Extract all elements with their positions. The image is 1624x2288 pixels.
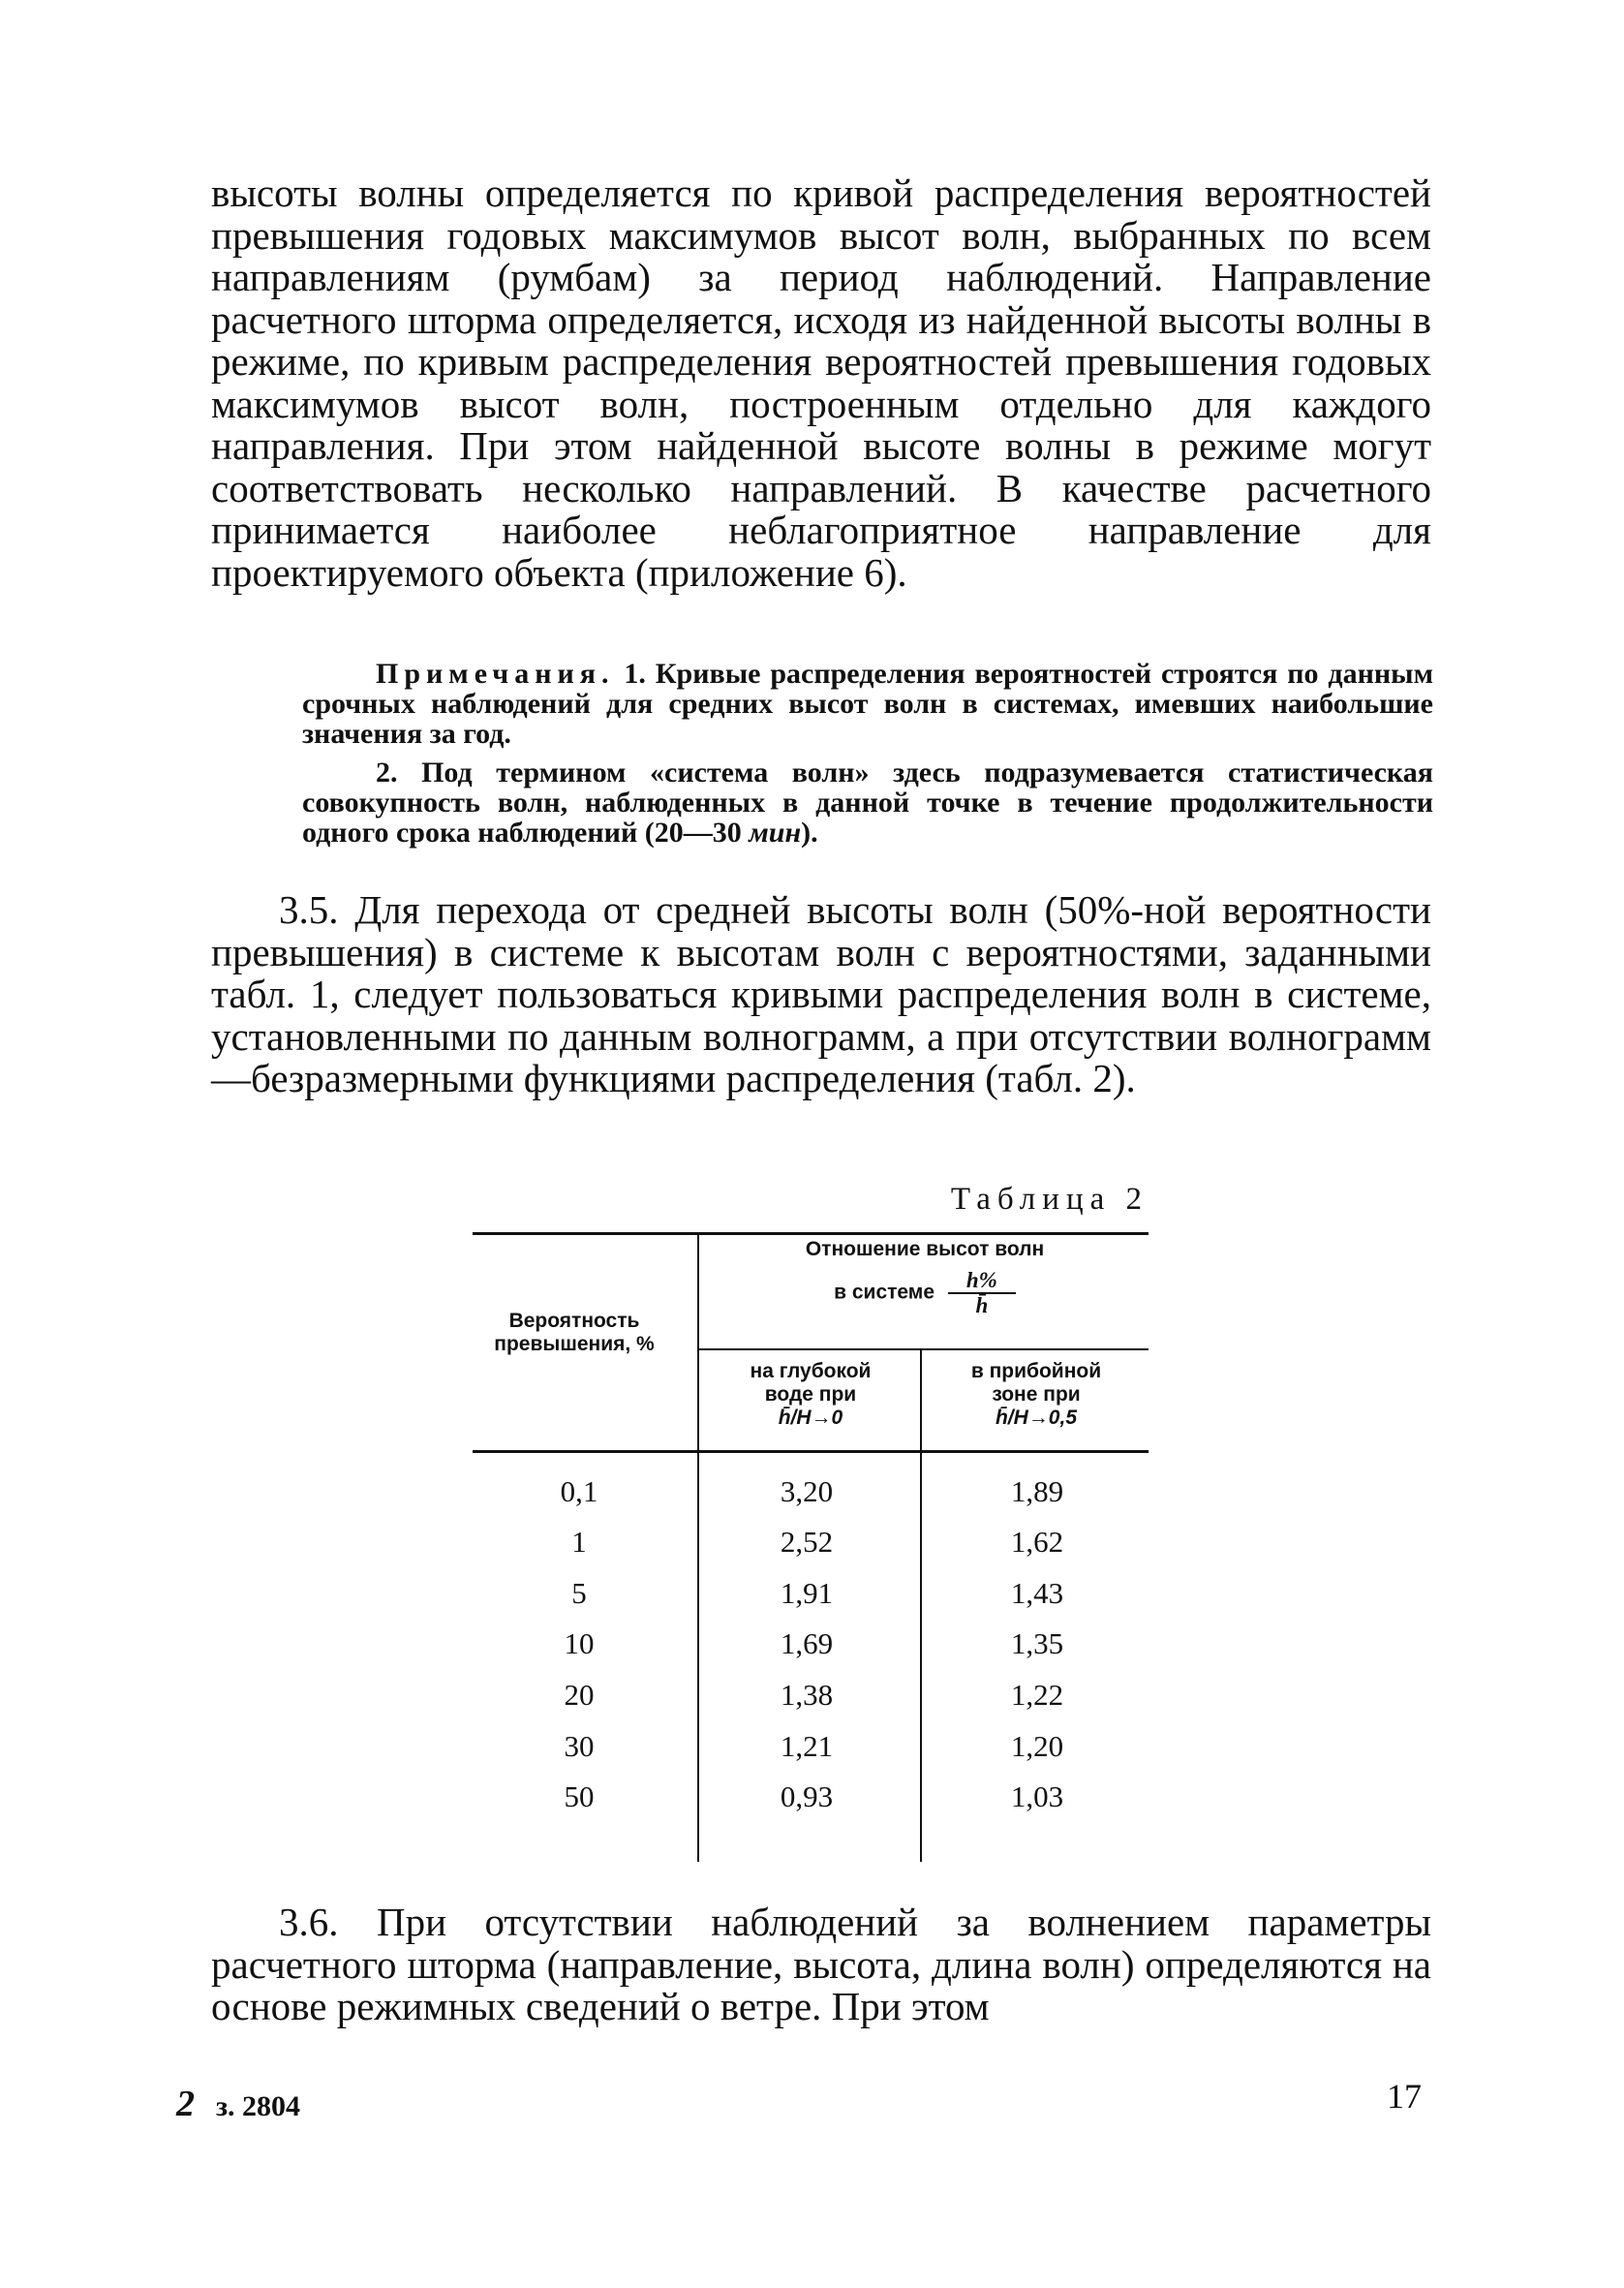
header-ratio-system-label: в системе (834, 1281, 935, 1304)
cell-surf: 1,89 (1010, 1474, 1064, 1508)
header-deep-line2: воде при (764, 1383, 857, 1406)
table-vrule-1 (697, 1232, 699, 1862)
cell-probability: 30 (564, 1729, 595, 1763)
cell-probability: 10 (564, 1626, 595, 1660)
paragraph-3: 3.6. При отсутствии наблюдений за волнением параметры расчетного шторма (направление, высота, длина волн) определяются на основе режимных сведений о ветре. При этом (211, 1900, 1431, 2028)
cell-deep: 3,20 (780, 1474, 834, 1508)
table-top-rule (473, 1232, 1149, 1235)
cell-deep: 1,38 (780, 1678, 834, 1712)
cell-probability: 0,1 (560, 1474, 598, 1508)
cell-probability: 20 (564, 1678, 595, 1712)
fraction-numerator: h% (965, 1268, 997, 1292)
cell-deep: 2,52 (780, 1525, 834, 1559)
paragraph-1: высоты волны определяется по кривой распределения вероятностей превышения годовых максимумов высот волн, выбранных по всем направлениям (румбам) за период наблюдений. Направление расчетного шторма определяется, исходя из найденной высоты волны в режиме, по кривым распределения вероятностей превышения годовых максимумов высот волн, построенным отдельно для каждого направления. При этом найденной высоте волны в режиме могут соответствовать несколько направлений. В качестве расчетного принимается наиболее неблагоприятное направление для проектируемого объекта (приложение 6). (211, 170, 1431, 595)
table-caption: Таблица 2 (950, 1182, 1149, 1217)
cell-deep: 0,93 (780, 1779, 834, 1813)
cell-surf: 1,22 (1010, 1678, 1064, 1712)
note-2-end: ). (801, 817, 818, 849)
header-surf-zone (924, 1360, 1149, 1430)
order-number: з. 2804 (216, 2090, 301, 2122)
header-ratio-title: Отношение высот волн (805, 1238, 1045, 1260)
header-surf-line2: зоне при (992, 1383, 1081, 1406)
signature-number: 2 (176, 2084, 195, 2124)
note-2-text: 2. Под термином «система волн» здесь подразумевается статистическая совокупность волн, наблюденных в данной точке в течение продолжительности одного срока наблюдений (20—30 (302, 757, 1433, 849)
header-deep-water (701, 1360, 920, 1430)
note-2-unit: мин (749, 817, 802, 849)
cell-probability: 1 (571, 1525, 587, 1559)
cell-deep: 1,69 (780, 1626, 834, 1660)
notes-heading: Примечания. (376, 658, 615, 690)
notes-block (302, 659, 1433, 848)
header-deep-line1: на глубокой (750, 1360, 872, 1382)
ratio-fraction (948, 1269, 1016, 1317)
fraction-denominator: h̄ (975, 1293, 989, 1317)
cell-surf: 1,35 (1010, 1626, 1064, 1660)
page-number: 17 (1387, 2077, 1422, 2116)
printer-signature (176, 2083, 300, 2125)
header-deep-line3: h̄/H→0 (778, 1407, 843, 1429)
cell-surf: 1,20 (1010, 1729, 1064, 1763)
cell-deep: 1,91 (780, 1576, 834, 1610)
table-vrule-2 (920, 1348, 922, 1862)
header-ratio-system (701, 1269, 1149, 1317)
table-header-bottom-rule (473, 1450, 1149, 1453)
paragraph-2: 3.5. Для перехода от средней высоты волн (50%-ной вероятности превышения) в системе к высотам волн с вероятностями, заданными табл. 1, следует пользоваться кривыми распределения волн в системе, установленными по данным волнограмм, а при отсутствии волнограмм—безразмерными функциями распределения (табл. 2). (211, 887, 1431, 1100)
wave-ratio-table (473, 1232, 1149, 1862)
header-probability: Вероятность превышения, % (494, 1310, 655, 1355)
cell-deep: 1,21 (780, 1729, 834, 1763)
cell-surf: 1,03 (1010, 1779, 1064, 1813)
header-surf-line3: h̄/H→0,5 (995, 1407, 1078, 1429)
cell-surf: 1,62 (1010, 1525, 1064, 1559)
note-1 (302, 659, 1433, 749)
table-subheader-rule (697, 1348, 1149, 1350)
note-2 (302, 758, 1433, 848)
note-1-text: 1. Кривые распределения вероятностей строятся по данным срочных наблюдений для средних высот волн в системах, имевших наибольшие значения за год. (302, 658, 1434, 750)
cell-probability: 5 (571, 1576, 587, 1610)
cell-surf: 1,43 (1010, 1576, 1064, 1610)
cell-probability: 50 (564, 1779, 595, 1813)
header-surf-line1: в прибойной (970, 1360, 1102, 1382)
